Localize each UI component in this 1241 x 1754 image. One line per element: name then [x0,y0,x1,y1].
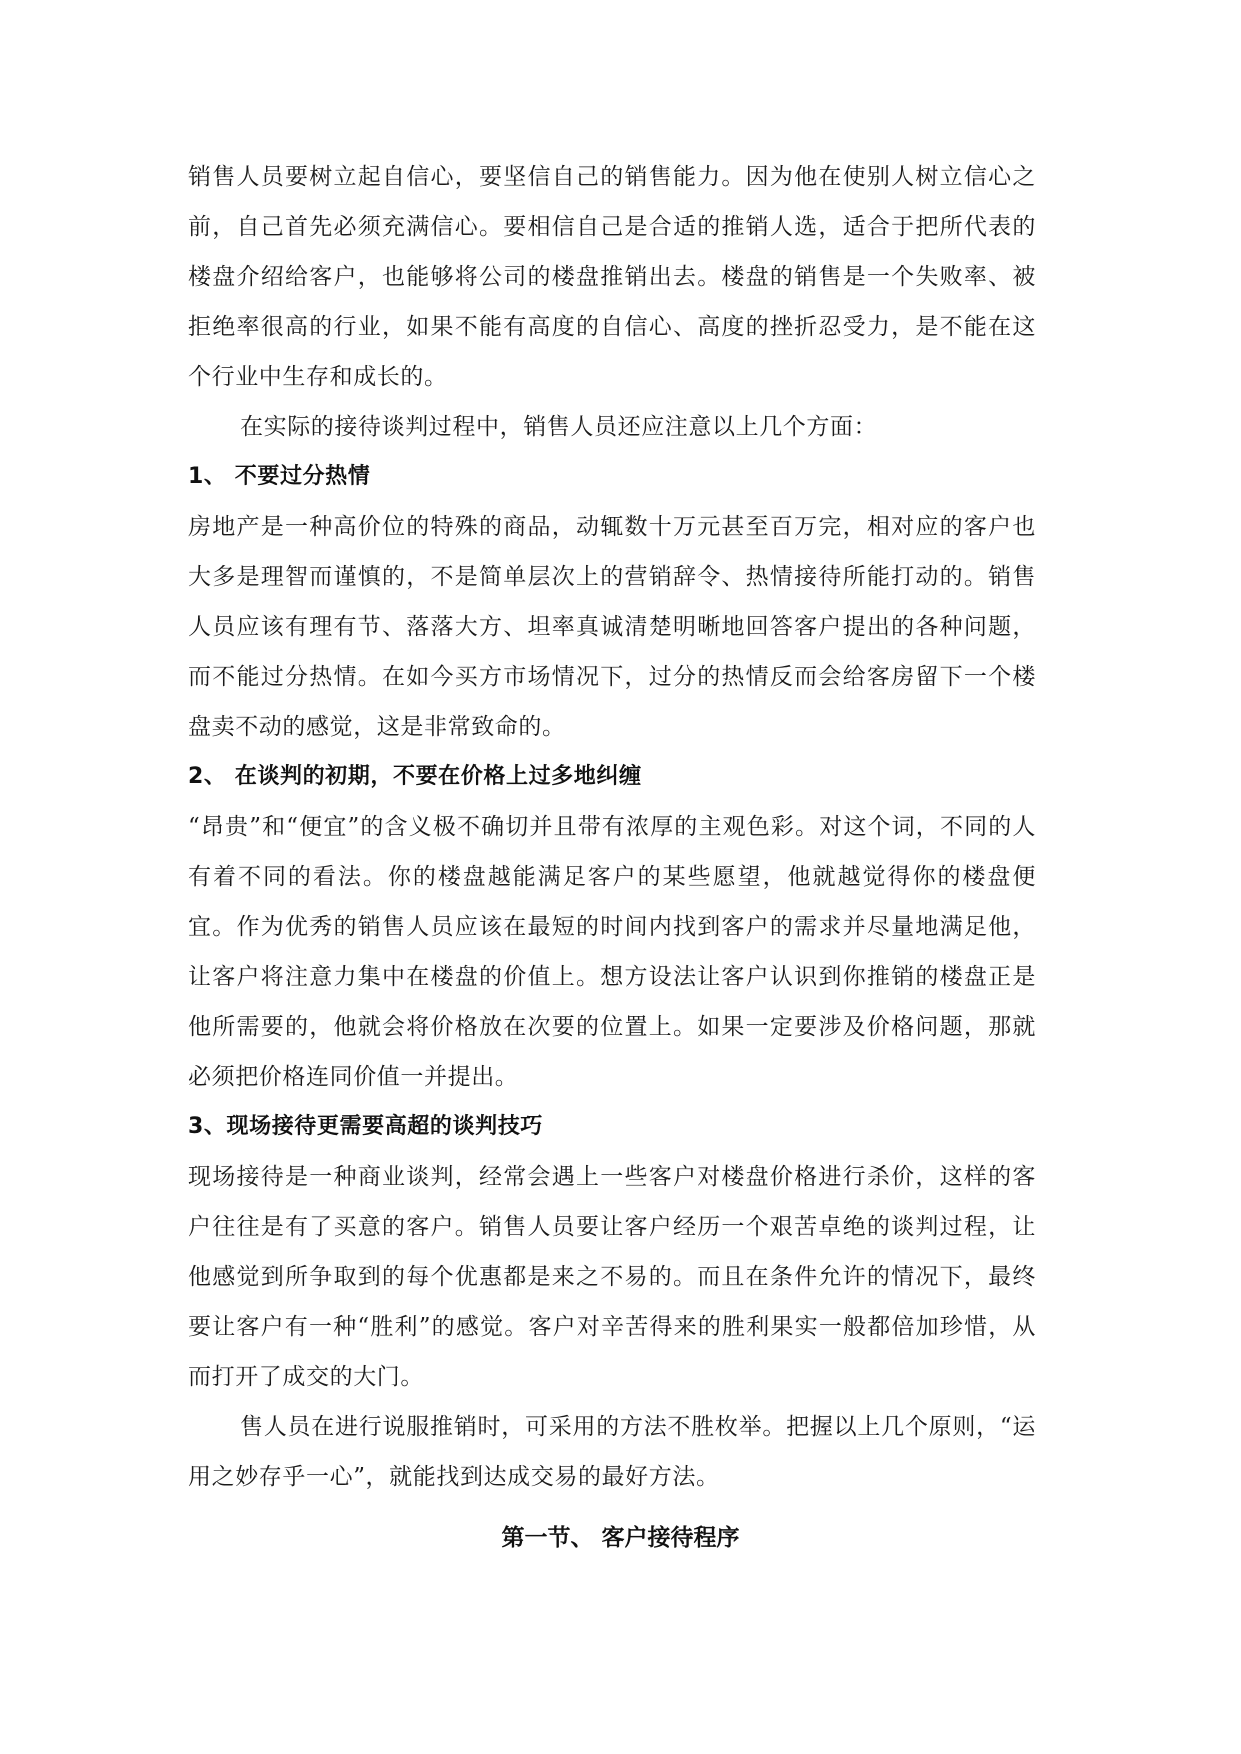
section-body-1: 房地产是一种高价位的特殊的商品，动辄数十万元甚至百万完，相对应的客户也大多是理智而谨慎的，不是简单层次上的营销辞令、热情接待所能打动的。销售人员应该有理有节、落落大方、坦率真诚清楚明晰地回答客户提出的各种问题，而不能过分热情。在如今买方市场情况下，过分的热情反而会给客房留下一个楼盘卖不动的感觉，这是非常致命的。 [188,514,1036,740]
section-heading-2: 2、 在谈判的初期，不要在价格上过多地纠缠 [188,764,642,789]
section-body-3: 现场接待是一种商业谈判，经常会遇上一些客户对楼盘价格进行杀价，这样的客户往往是有了买意的客户。销售人员要让客户经历一个艰苦卓绝的谈判过程，让他感觉到所争取到的每个优惠都是来之不易的。而且在条件允许的情况下，最终要让客户有一种“胜利”的感觉。客户对辛苦得来的胜利果实一般都倍加珍惜，从而打开了成交的大门。 [188,1164,1036,1390]
section-heading-3: 3、现场接待更需要高超的谈判技巧 [188,1114,543,1139]
transition-paragraph: 在实际的接待谈判过程中，销售人员还应注意以上几个方面： [240,414,878,440]
intro-paragraph: 销售人员要树立起自信心，要坚信自己的销售能力。因为他在使别人树立信心之前，自己首先必须充满信心。要相信自己是合适的推销人选，适合于把所代表的楼盘介绍给客户，也能够将公司的楼盘推销出去。楼盘的销售是一个失败率、被拒绝率很高的行业，如果不能有高度的自信心、高度的挫折忍受力，是不能在这个行业中生存和成长的。 [188,164,1036,390]
section-body-2: “昂贵”和“便宜”的含义极不确切并且带有浓厚的主观色彩。对这个词，不同的人有着不同的看法。你的楼盘越能满足客户的某些愿望，他就越觉得你的楼盘便宜。作为优秀的销售人员应该在最短的时间内找到客户的需求并尽量地满足他，让客户将注意力集中在楼盘的价值上。想方设法让客户认识到你推销的楼盘正是他所需要的，他就会将价格放在次要的位置上。如果一定要涉及价格问题，那就必须把价格连同价值一并提出。 [188,814,1036,1090]
chapter-section-title: 第一节、 客户接待程序 [501,1525,740,1551]
document-body [188,152,1036,1502]
section-heading-1: 1、 不要过分热情 [188,464,371,489]
closing-paragraph: 售人员在进行说服推销时，可采用的方法不胜枚举。把握以上几个原则，“运用之妙存乎一心”，就能找到达成交易的最好方法。 [188,1414,1036,1490]
